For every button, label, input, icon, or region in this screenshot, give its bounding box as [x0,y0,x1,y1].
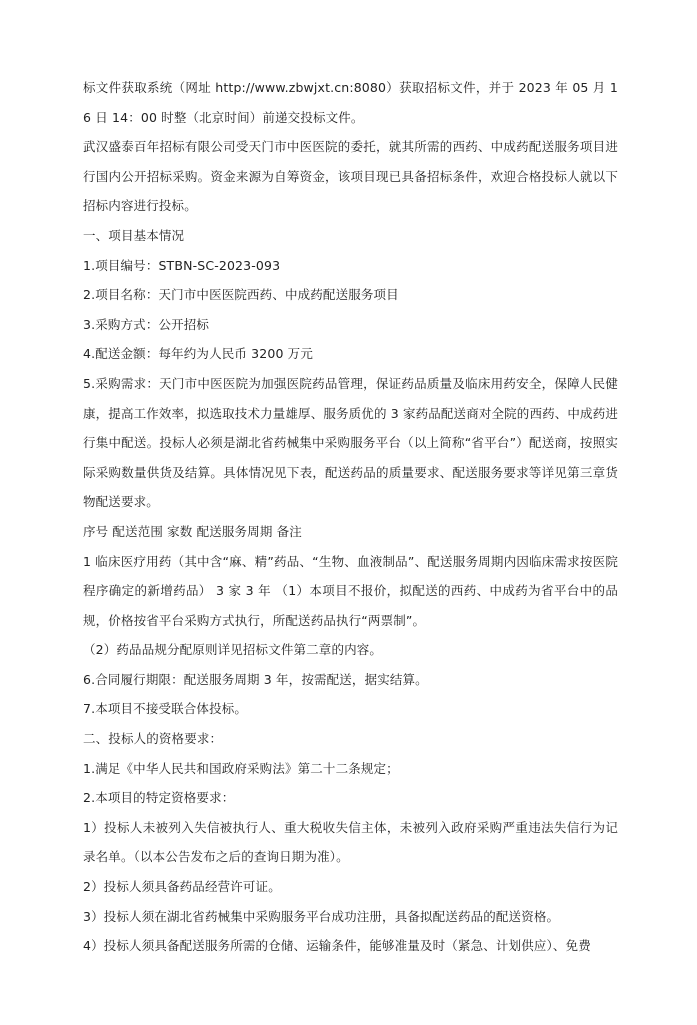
paragraph-bid-file-access: 标文件获取系统（网址 http://www.zbwjxt.cn:8080）获取招标文件，并于 2023 年 05 月 16 日 14：00 时整（北京时间）前递交投标文件。 [83,80,618,125]
qualification-subitem-1: 1）投标人未被列入失信被执行人、重大税收失信主体，未被列入政府采购严重违法失信行为记录名单。（以本公告发布之后的查询日期为准）。 [83,819,618,865]
item-contract-period: 6.合同履行期限：配送服务周期 3 年，按需配送，据实结算。 [83,671,428,687]
qualification-item-1: 1.满足《中华人民共和国政府采购法》第二十二条规定； [83,760,399,776]
item-project-name: 2.项目名称：天门市中医医院西药、中成药配送服务项目 [83,287,399,303]
table-note-line: （2）药品品规分配原则详见招标文件第二章的内容。 [83,642,383,658]
section-heading-qualifications: 二、投标人的资格要求： [83,731,223,747]
item-project-number: 1.项目编号：STBN-SC-2023-093 [83,257,281,273]
qualification-subitem-4: 4）投标人须具备配送服务所需的仓储、运输条件，能够准量及时（紧急、计划供应）、免费 [83,938,591,954]
section-heading-basic-info: 一、项目基本情况 [83,227,185,243]
document-body [83,73,618,961]
item-procurement-method: 3.采购方式：公开招标 [83,316,210,332]
qualification-subitem-2: 2）投标人须具备药品经营许可证。 [83,879,281,895]
item-delivery-amount: 4.配送金额：每年约为人民币 3200 万元 [83,346,313,362]
item-procurement-requirements: 5.采购需求：天门市中医医院为加强医院药品管理，保证药品质量及临床用药安全，保障人民健康，提高工作效率，拟选取技术力量雄厚、服务质优的 3 家药品配送商对全院的西药、中成药进行集中配送。投标人必须是湖北省药械集中采购服务平台（以上简称“省平台”）配送商，按照实际采购数量供货及结算。具体情况见下表，配送药品的质量要求、配送服务要求等详见第三章货物配送要求。 [83,375,619,510]
table-row-line: 1 临床医疗用药（其中含“麻、精”药品、“生物、血液制品”、配送服务周期内因临床需求按医院程序确定的新增药品） 3 家 3 年 （1）本项目不报价，拟配送的西药、中成药为省平台中的品规，价格按省平台采购方式执行，所配送药品执行“两票制”。 [83,553,618,628]
table-header-line: 序号 配送范围 家数 配送服务周期 备注 [83,523,302,539]
item-no-consortium: 7.本项目不接受联合体投标。 [83,701,248,717]
paragraph-intro: 武汉盛泰百年招标有限公司受天门市中医医院的委托，就其所需的西药、中成药配送服务项目进行国内公开招标采购。资金来源为自筹资金，该项目现已具备招标条件，欢迎合格投标人就以下招标内容进行投标。 [83,139,618,214]
qualification-item-2: 2.本项目的特定资格要求： [83,790,235,806]
qualification-subitem-3: 3）投标人须在湖北省药械集中采购服务平台成功注册，具备拟配送药品的配送资格。 [83,908,560,924]
